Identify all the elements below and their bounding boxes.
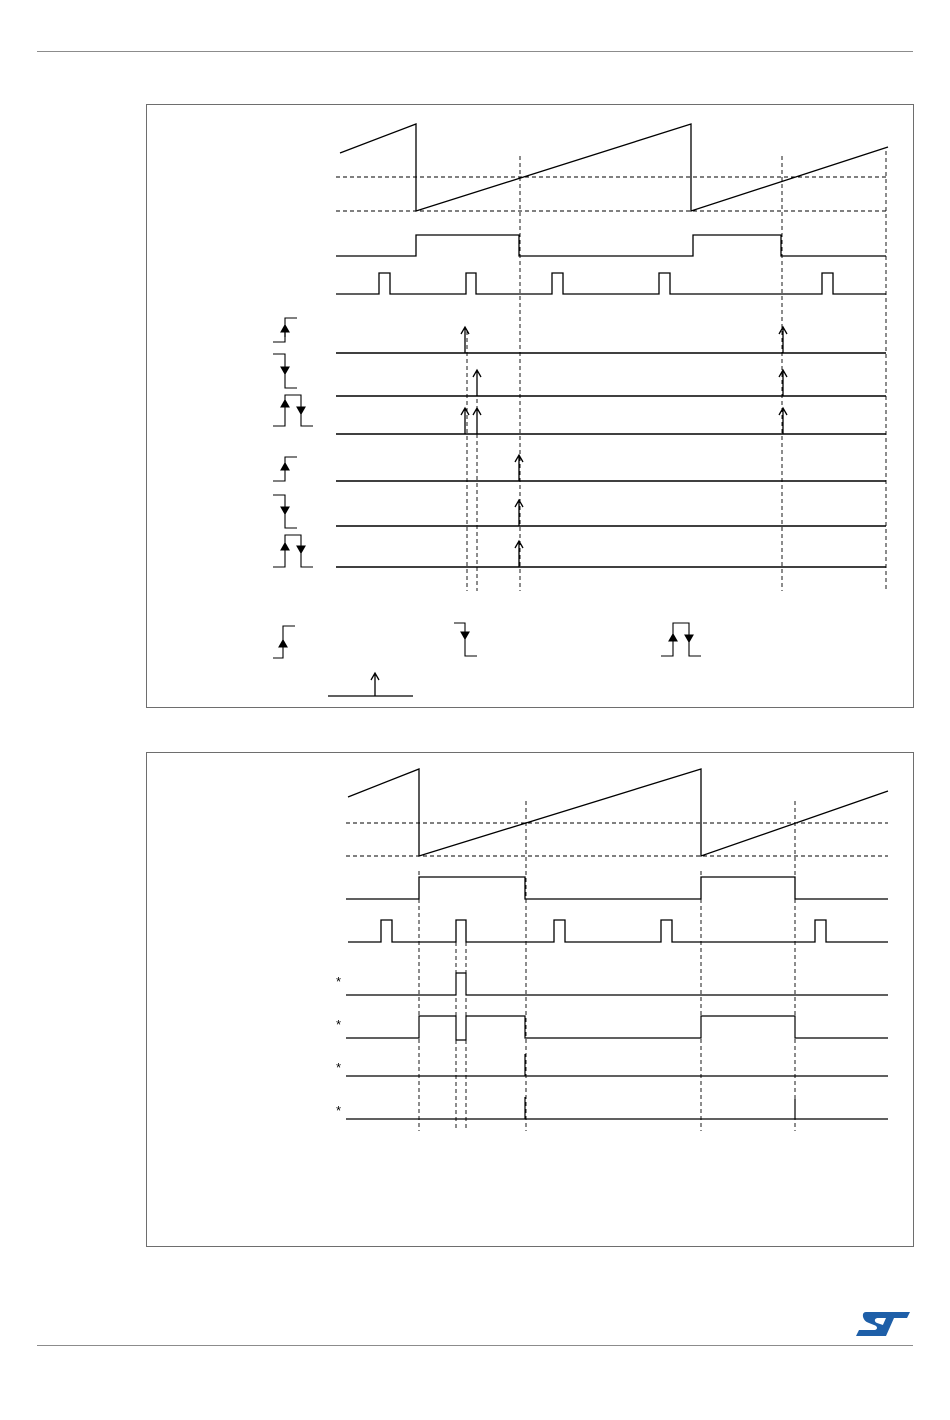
st-logo-icon: [852, 1308, 912, 1340]
counter-sawtooth: [340, 124, 888, 211]
both-edges-icon: [273, 535, 313, 567]
pwm-signal: [336, 235, 886, 256]
vertical-markers: [467, 151, 886, 591]
legend-event-arrow-icon: [328, 673, 413, 696]
asterisk-4: *: [336, 1103, 342, 1118]
output-traces: [346, 973, 888, 1119]
edge-symbols: [273, 318, 313, 567]
figure-1-timing-diagram: [147, 105, 913, 707]
pulse-train: [348, 920, 888, 942]
figure-2-timing-diagram: [147, 753, 913, 1246]
pulse-train: [336, 273, 886, 294]
footer-rule: [37, 1345, 913, 1346]
figure-2-frame: [146, 752, 914, 1247]
asterisk-3: *: [336, 1060, 342, 1075]
asterisk-2: *: [336, 1017, 342, 1032]
event-arrows: [461, 327, 787, 567]
legend-symbols: [273, 623, 701, 696]
threshold-lines: [336, 177, 886, 211]
figure-1-frame: [146, 104, 914, 708]
legend-falling-edge-icon: [454, 623, 477, 656]
threshold-lines: [346, 823, 888, 856]
vertical-markers: [419, 801, 795, 1131]
asterisk-1: *: [336, 974, 342, 989]
both-edges-icon: [273, 395, 313, 426]
legend-both-edges-icon: [661, 623, 701, 656]
pwm-signal: [346, 877, 888, 899]
event-baselines: [336, 353, 886, 567]
header-rule: [37, 51, 913, 52]
counter-sawtooth: [348, 769, 888, 856]
